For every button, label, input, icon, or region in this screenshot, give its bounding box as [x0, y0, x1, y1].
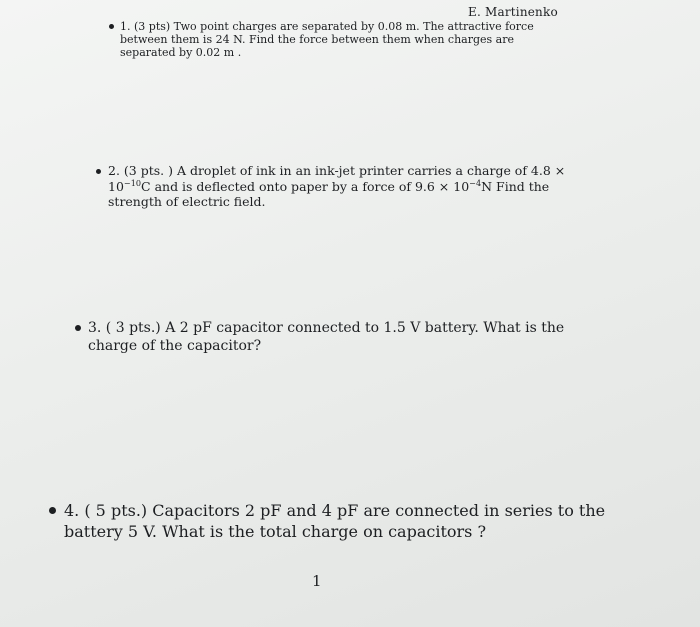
question-3-text: 3. ( 3 pts.) A 2 pF capacitor connected to 1.5 V battery. What is the charge of the capacitor? — [88, 320, 565, 354]
bullet-icon — [49, 507, 56, 514]
question-2-text — [108, 163, 578, 210]
question-1-text: 1. (3 pts) Two point charges are separated by 0.08 m. The attractive force between them is 24 N. Find the force between them when charges are separated by 0.02 m . — [120, 20, 534, 59]
question-2-text-end: N Find the strength of electric field. — [108, 178, 550, 209]
question-3 — [88, 319, 608, 355]
bullet-icon — [75, 325, 81, 331]
question-2 — [108, 163, 578, 210]
force-exponent: −4 — [469, 177, 482, 188]
bullet-icon — [96, 169, 101, 174]
question-2-text-start: 2. (3 pts. ) A droplet of ink in an ink-jet printer carries a charge of 4.8 × 10 — [108, 163, 566, 194]
question-4-text: 4. ( 5 pts.) Capacitors 2 pF and 4 pF are connected in series to the battery 5 V. What is the total charge on capacitors ? — [64, 501, 606, 541]
question-1 — [120, 20, 560, 59]
question-4 — [64, 500, 644, 542]
author-name: E. Martinenko — [468, 5, 558, 19]
page-number: 1 — [312, 572, 322, 590]
charge-exponent: −10 — [123, 177, 142, 188]
bullet-icon — [109, 24, 114, 29]
question-2-text-middle: C and is deflected onto paper by a force of 9.6 × 10 — [141, 178, 470, 194]
